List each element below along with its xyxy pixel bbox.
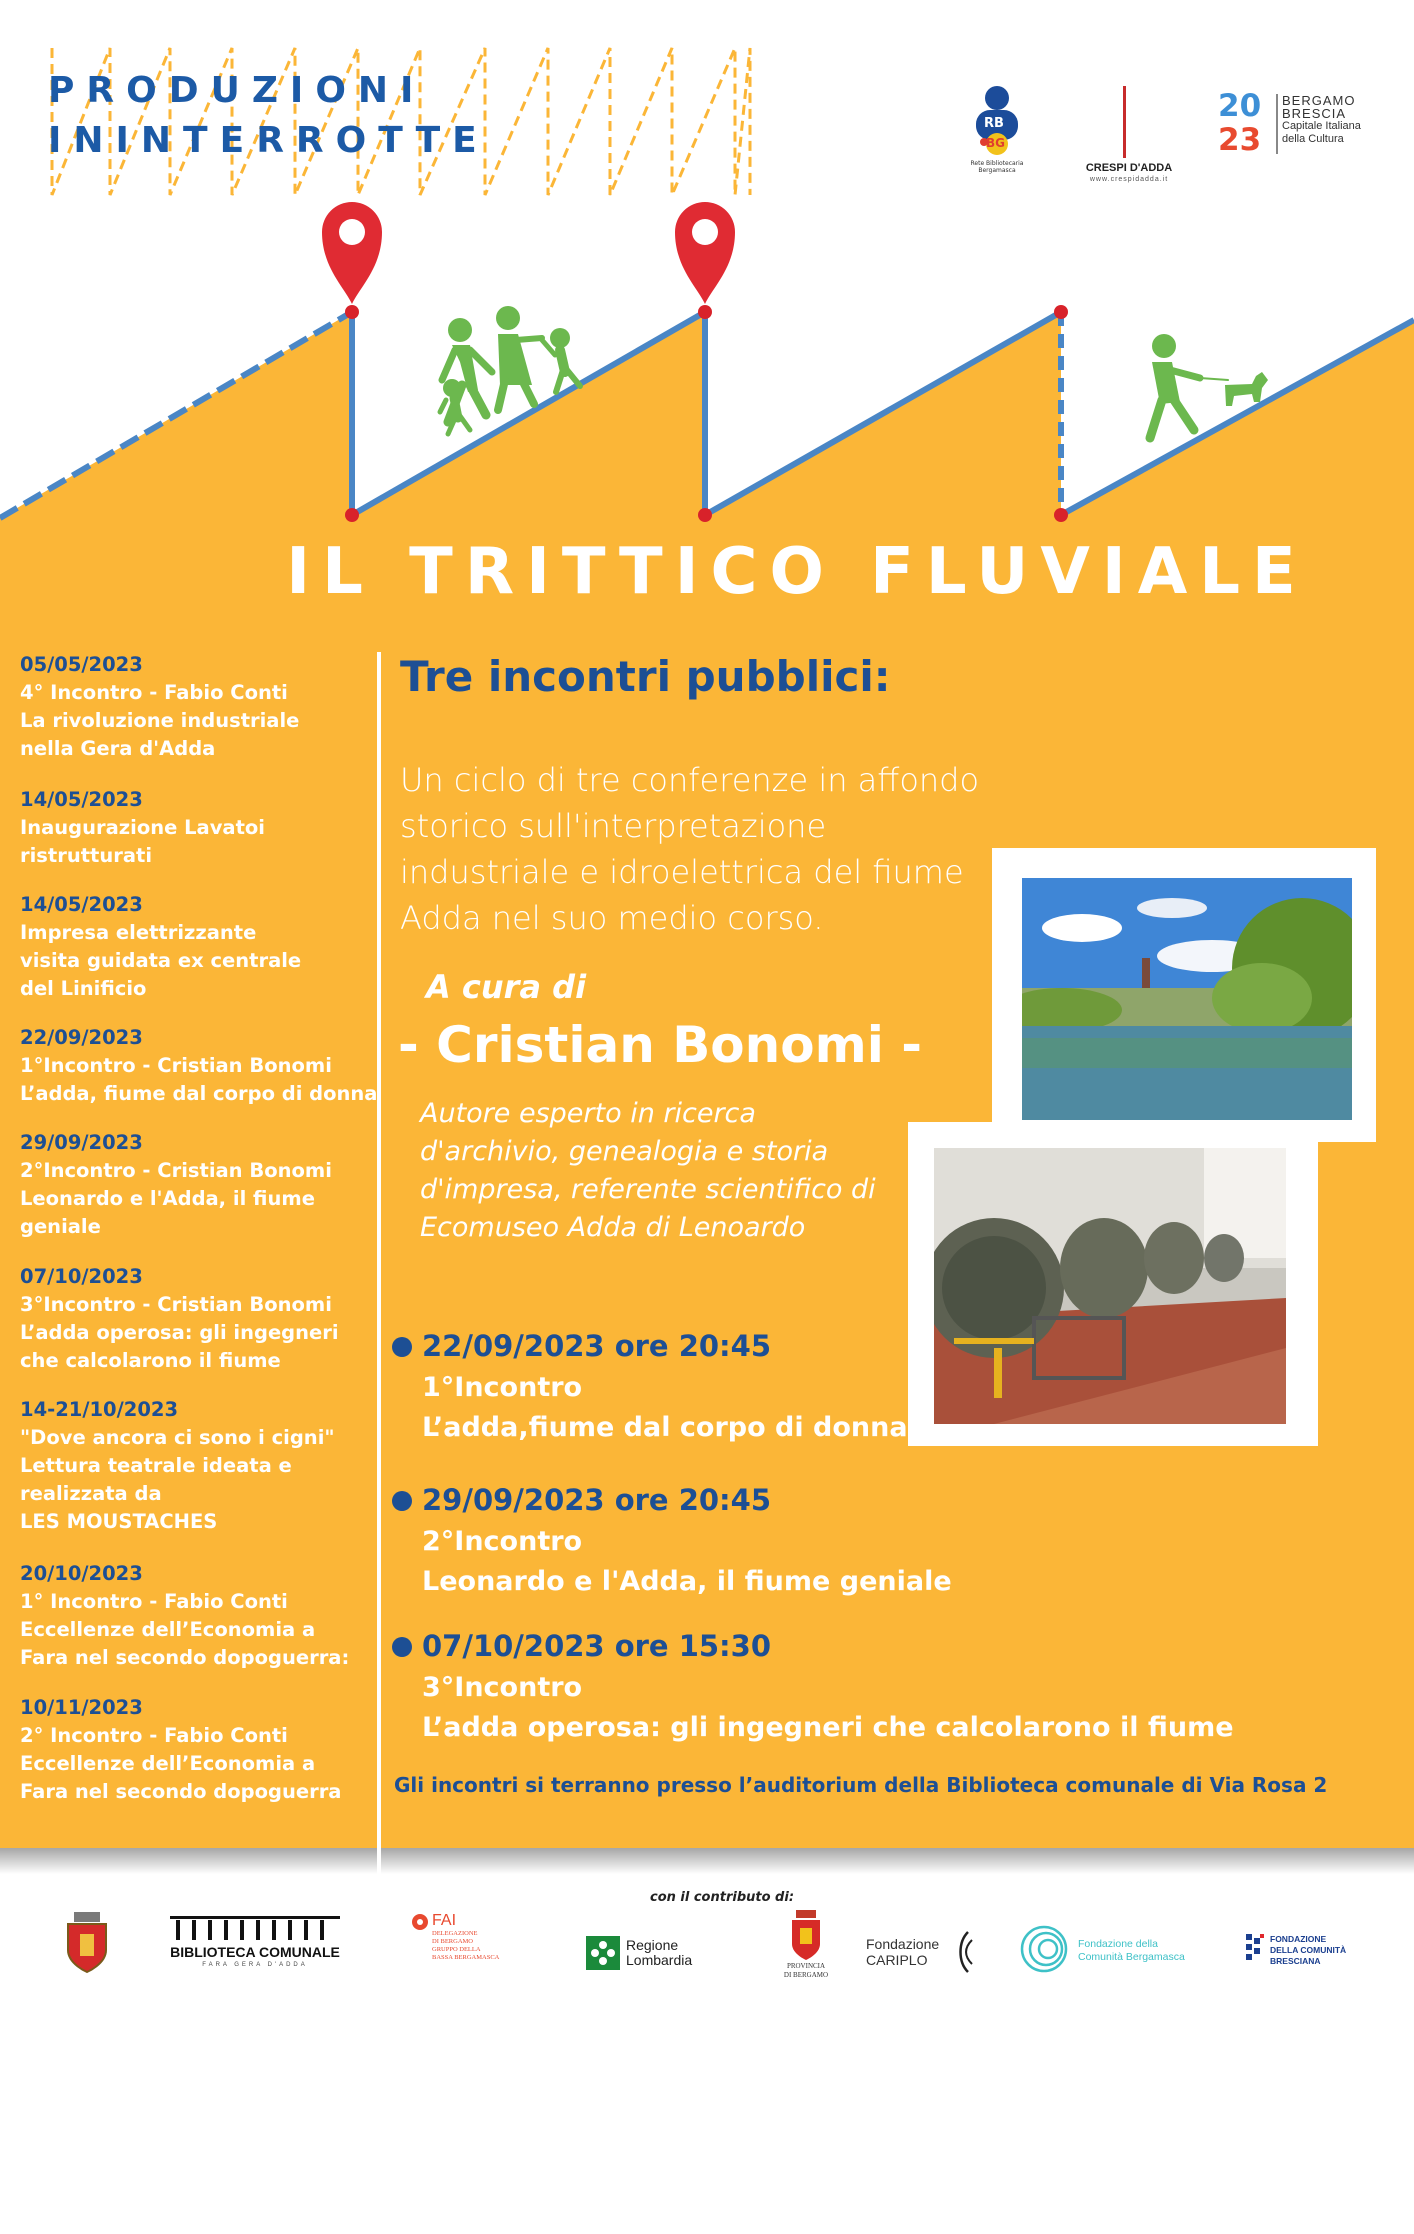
crespi-url: www.crespidadda.it xyxy=(1089,176,1169,183)
calendar-entry-line: 1° Incontro - Fabio Conti xyxy=(20,1590,288,1613)
bullet-dot-icon xyxy=(392,1337,412,1357)
calendar-entry xyxy=(20,651,376,763)
power-station-photo xyxy=(934,1148,1286,1424)
calendar-entry xyxy=(20,1263,376,1375)
sponsor-label: con il contributo di: xyxy=(650,1890,795,1905)
main-title: IL TRITTICO FLUVIALE xyxy=(286,535,1308,609)
event-datetime: 07/10/2023 ore 15:30 xyxy=(422,1629,772,1663)
calendar-entry-line: LES MOUSTACHES xyxy=(20,1510,218,1533)
capital-line2: della Cultura xyxy=(1282,133,1344,145)
rbbg-caption1: Rete Bibliotecaria xyxy=(970,160,1024,167)
rbbg-initials-bottom: BG xyxy=(986,136,1005,150)
calendar-entry-date: 14/05/2023 xyxy=(20,788,143,811)
provincia-crest-icon xyxy=(776,1910,836,1962)
calendar-entry-line: ristrutturati xyxy=(20,844,153,867)
calendar-entry-line: che calcolarono il fiume xyxy=(20,1349,281,1372)
calendar-entry-line: 3°Incontro - Cristian Bonomi xyxy=(20,1293,332,1316)
fai-logo xyxy=(410,1912,510,1972)
calendar-entry xyxy=(20,1560,376,1672)
calendar-entry xyxy=(20,1694,376,1806)
event-datetime-row xyxy=(392,1326,908,1368)
event-item xyxy=(392,1326,908,1448)
comunita-bg-line1: Fondazione della xyxy=(1078,1938,1158,1950)
fai-line4: BASSA BERGAMASCA xyxy=(432,1954,500,1961)
cariplo-mark-icon xyxy=(954,1928,974,1976)
calendar-entry-line: Lettura teatrale ideata e xyxy=(20,1454,292,1477)
event-datetime: 22/09/2023 ore 20:45 xyxy=(422,1329,772,1363)
comunita-bergamasca-logo xyxy=(1018,1922,1198,1976)
event-title: Leonardo e l'Adda, il fiume geniale xyxy=(422,1566,952,1597)
calendar-entry-date: 29/09/2023 xyxy=(20,1131,143,1154)
calendar-entry-date: 10/11/2023 xyxy=(20,1696,143,1719)
author-bio: Autore esperto in ricerca d'archivio, genealogia e storia d'impresa, referente scientifico di Ecomuseo Adda di Lenoardo xyxy=(420,1098,876,1243)
rbbg-logo xyxy=(962,84,1032,184)
fai-line1: DELEGAZIONE xyxy=(432,1930,478,1937)
calendar-entry-line: "Dove ancora ci sono i cigni" xyxy=(20,1426,335,1449)
calendar-entry-line: 2° Incontro - Fabio Conti xyxy=(20,1724,288,1747)
intro-paragraph: Un ciclo di tre conferenze in affondo storico sull'interpretazione industriale e idroelettrica del fiume Adda nel suo medio corso. xyxy=(400,761,980,937)
capital-culture-logo xyxy=(1218,88,1368,172)
comunita-bs-line2: DELLA COMUNITÀ xyxy=(1270,1945,1347,1955)
event-datetime-row xyxy=(392,1480,952,1522)
calendar-entry-line: realizzata da xyxy=(20,1482,162,1505)
calendar-entry xyxy=(20,1129,376,1241)
calendar-entry-line: L’adda operosa: gli ingegneri xyxy=(20,1321,339,1344)
project-title-row2: ININTERROTTE xyxy=(48,120,489,161)
event-title: L’adda operosa: gli ingegneri che calcolarono il fiume xyxy=(422,1712,1234,1743)
event-item xyxy=(392,1626,1234,1748)
river-photo xyxy=(1022,878,1352,1120)
calendar-entry xyxy=(20,1024,376,1108)
rbbg-caption2: Bergamasca xyxy=(978,167,1016,174)
fai-line2: DI BERGAMO xyxy=(432,1938,473,1945)
calendar-entry-line: La rivoluzione industriale xyxy=(20,709,300,732)
author-name: - Cristian Bonomi - xyxy=(398,1016,922,1074)
calendar-entry-line: geniale xyxy=(20,1215,101,1238)
comunita-bergamasca-rings-icon xyxy=(1018,1922,1074,1976)
calendar-entry-line: 4° Incontro - Fabio Conti xyxy=(20,681,288,704)
provincia-line1: PROVINCIA xyxy=(786,1962,826,1970)
provincia-line2: DI BERGAMO xyxy=(783,1971,829,1979)
calendar-entry-line: Fara nel secondo dopoguerra xyxy=(20,1780,342,1803)
calendar-entry-line: Eccellenze dell’Economia a xyxy=(20,1752,316,1775)
calendar-entry-line: Eccellenze dell’Economia a xyxy=(20,1618,316,1641)
location-pin-icon xyxy=(675,202,735,304)
section-subtitle: Tre incontri pubblici: xyxy=(400,652,891,701)
library-place: FARA GERA D'ADDA xyxy=(202,1962,308,1968)
location-pin-icon xyxy=(322,202,382,304)
rbbg-initials-top: RB xyxy=(984,116,1004,131)
calendar-entry-line: del Linificio xyxy=(20,977,147,1000)
event-number: 3°Incontro xyxy=(422,1672,583,1703)
project-title-row1: PRODUZIONI xyxy=(48,70,426,111)
calendar-entry-line: Inaugurazione Lavatoi xyxy=(20,816,265,839)
capital-line1: Capitale Italiana xyxy=(1282,120,1361,132)
bullet-dot-icon xyxy=(392,1491,412,1511)
municipality-crest-icon xyxy=(62,1912,112,1974)
calendar-entry-line: Fara nel secondo dopoguerra: xyxy=(20,1646,350,1669)
provincia-logo xyxy=(776,1910,836,1990)
calendar-entry-line: Leonardo e l'Adda, il fiume xyxy=(20,1187,315,1210)
capital-city2: BRESCIA xyxy=(1282,106,1347,121)
cariplo-logo xyxy=(866,1928,976,1976)
event-item xyxy=(392,1480,952,1602)
event-number: 2°Incontro xyxy=(422,1526,583,1557)
calendar-entry-line: visita guidata ex centrale xyxy=(20,949,302,972)
calendar-entry-date: 07/10/2023 xyxy=(20,1265,143,1288)
regione-rose-icon xyxy=(586,1936,620,1970)
venue-note: Gli incontri si terranno presso l’auditorium della Biblioteca comunale di Via Rosa 2 xyxy=(394,1773,1328,1797)
cariplo-line2: CARIPLO xyxy=(866,1952,928,1968)
calendar-entry xyxy=(20,891,376,1003)
regione-lombardia-logo xyxy=(586,1936,716,1976)
calendar-entry-date: 20/10/2023 xyxy=(20,1562,143,1585)
capital-year-top: 20 xyxy=(1218,88,1262,124)
comunita-bs-line1: FONDAZIONE xyxy=(1270,1934,1327,1944)
calendar-entry xyxy=(20,1396,376,1536)
calendar-entry-date: 22/09/2023 xyxy=(20,1026,143,1049)
bullet-dot-icon xyxy=(392,1637,412,1657)
calendar-entry-line: nella Gera d'Adda xyxy=(20,737,216,760)
calendar-entry-date: 05/05/2023 xyxy=(20,653,143,676)
fai-line3: GRUPPO DELLA xyxy=(432,1946,481,1953)
regione-line2: Lombardia xyxy=(626,1952,693,1968)
fai-flower-icon xyxy=(410,1912,430,1932)
event-datetime: 29/09/2023 ore 20:45 xyxy=(422,1483,772,1517)
calendar-entry-line: L’adda, fiume dal corpo di donna xyxy=(20,1082,378,1105)
column-divider xyxy=(377,652,381,2234)
comunita-bg-line2: Comunità Bergamasca xyxy=(1078,1951,1185,1963)
crespi-mark xyxy=(1123,86,1126,158)
capital-city1: BERGAMO xyxy=(1282,93,1356,108)
comunita-bresciana-logo xyxy=(1246,1934,1376,1974)
event-datetime-row xyxy=(392,1626,1234,1668)
calendar-entry-date: 14-21/10/2023 xyxy=(20,1398,179,1421)
crespi-name: CRESPI D'ADDA xyxy=(1085,162,1173,174)
calendar-entry xyxy=(20,786,376,870)
cariplo-line1: Fondazione xyxy=(866,1936,940,1952)
comunita-bs-line3: BRESCIANA xyxy=(1270,1956,1321,1966)
fai-name: FAI xyxy=(432,1912,457,1929)
calendar-entry-line: 2°Incontro - Cristian Bonomi xyxy=(20,1159,332,1182)
event-number: 1°Incontro xyxy=(422,1372,583,1403)
calendar-entry-line: 1°Incontro - Cristian Bonomi xyxy=(20,1054,332,1077)
footer-shadow xyxy=(0,1848,1414,1874)
capital-year-bottom: 23 xyxy=(1218,122,1262,158)
event-title: L’adda,fiume dal corpo di donna xyxy=(422,1412,908,1443)
regione-line1: Regione xyxy=(626,1937,679,1953)
calendar-entry-date: 14/05/2023 xyxy=(20,893,143,916)
curated-by-label: A cura di xyxy=(426,968,587,1006)
comunita-bresciana-mark-icon xyxy=(1246,1934,1266,1966)
calendar-entry-line: Impresa elettrizzante xyxy=(20,921,257,944)
library-logo xyxy=(170,1916,340,1976)
crespi-logo xyxy=(1074,86,1184,186)
library-name: BIBLIOTECA COMUNALE xyxy=(170,1944,340,1960)
